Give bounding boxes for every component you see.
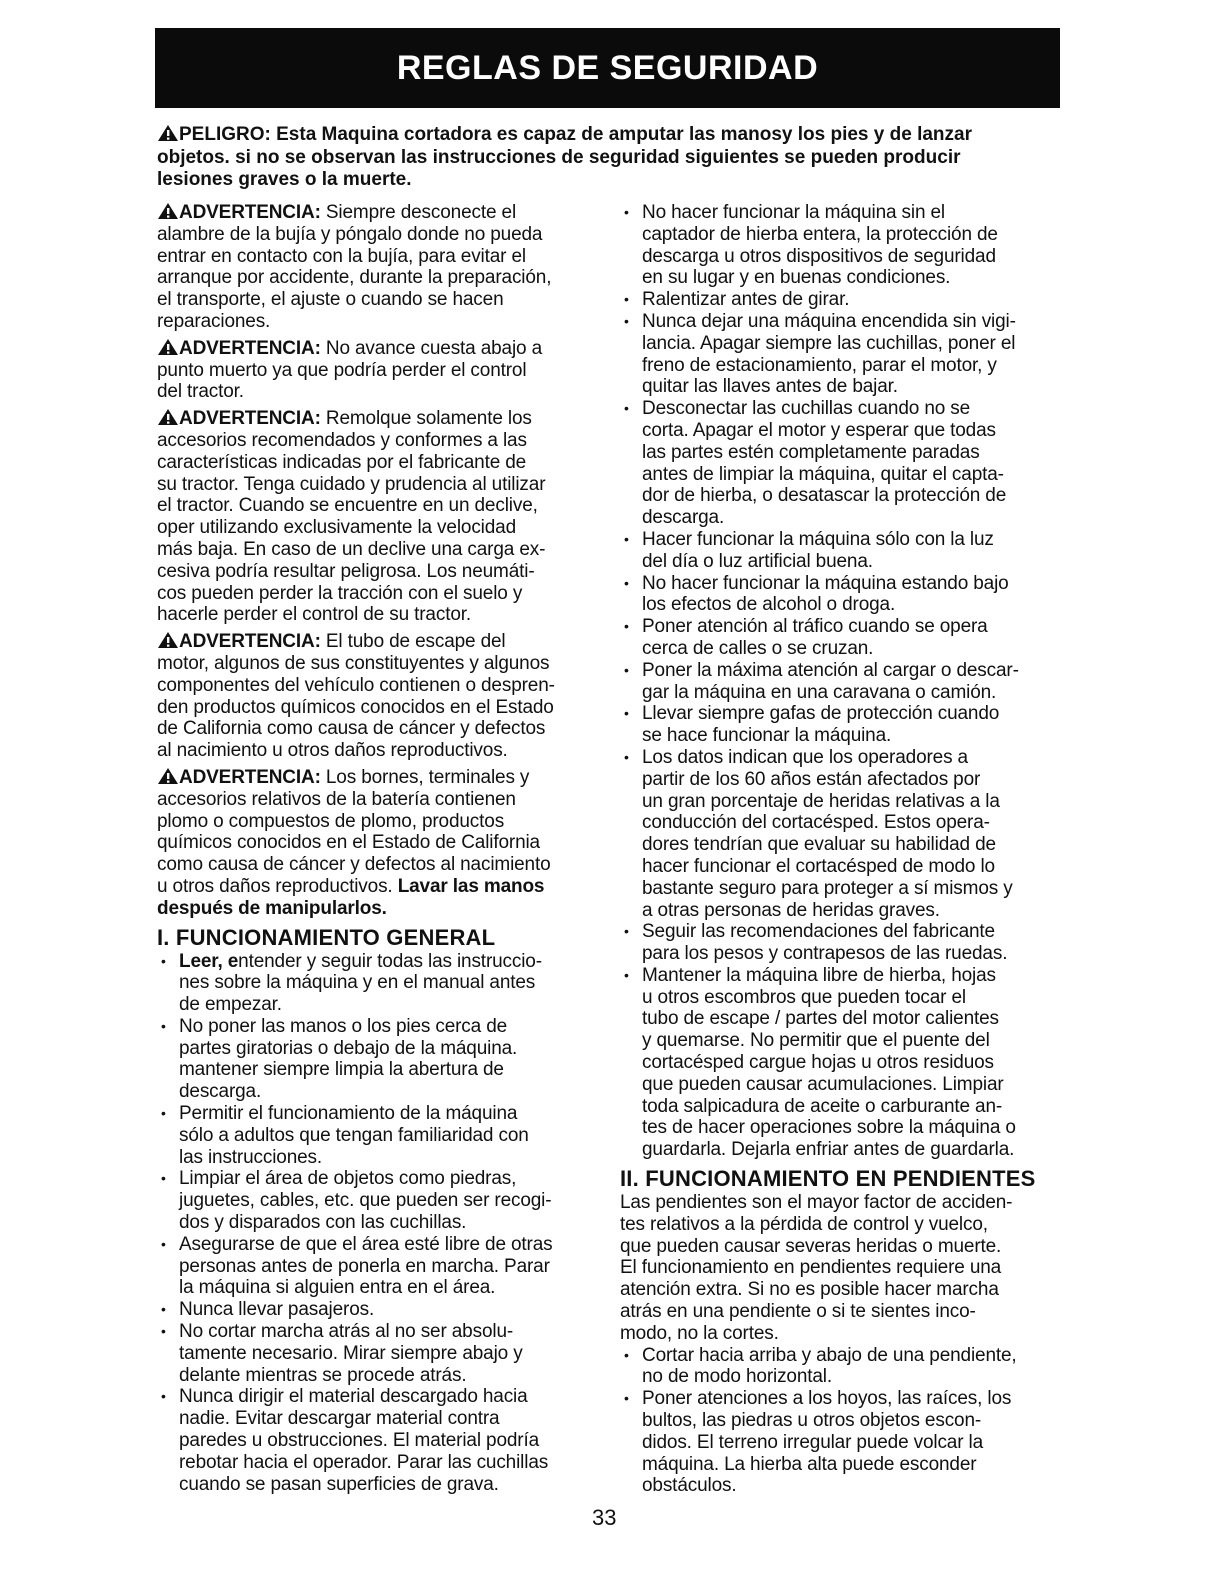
list-item: • Los datos indican que los operadores a partir de los 60 años están afectados por un gran porcentaje de heridas relativas a la conducción del cortacésped. Estos opera- dores tendrían que evaluar su habilidad de hacer funcionar el cortacésped de modo lo bastante seguro para proteger a sí mismos y a otras personas de heridas graves. [620,747,1070,921]
section-heading-slopes: II. FUNCIONAMIENTO EN PENDIENTES [620,1166,1036,1192]
warning-label: ADVERTENCIA: [179,202,321,223]
danger-label: PELIGRO: [179,124,271,145]
list-item [157,951,607,1016]
right-column [620,202,1070,1497]
list-item: • Asegurarse de que el área esté libre de otras personas antes de ponerla en marcha. Parar la máquina si alguien entra en el área. [157,1234,607,1299]
list-item: • Ralentizar antes de girar. [620,289,1070,311]
list-item: • Seguir las recomendaciones del fabricante para los pesos y contrapesos de las ruedas. [620,921,1070,965]
list-item: • Poner la máxima atención al cargar o descar- gar la máquina en una caravana o camión. [620,660,1070,704]
warning-label: ADVERTENCIA: [179,766,321,788]
list-item: • Hacer funcionar la máquina sólo con la luz del día o luz artificial buena. [620,529,1070,573]
page-title: REGLAS DE SEGURIDAD [396,48,819,87]
list-item: • Desconectar las cuchillas cuando no se corta. Apagar el motor y esperar que todas las partes estén completamente paradas antes de limpiar la máquina, quitar el capta- dor de hierba, o desatascar la protección de descarga. [620,398,1070,529]
warning-triangle-icon [157,767,179,785]
warning-label: ADVERTENCIA: [179,337,321,359]
left-column [157,202,607,1495]
warning-triangle-icon [157,338,179,356]
list-item: • Permitir el funcionamiento de la máquina sólo a adultos que tengan familiaridad con las instrucciones. [157,1103,607,1168]
page-number: 33 [592,1505,617,1530]
warning-text: No avance cuesta abajo a punto muerto ya que podría perder el control del tractor. [157,337,543,403]
danger-text: Esta Maquina cortadora es capaz de amputar las manosy los pies y de lanzar objetos. si no se observan las instrucciones de seguridad siguientes se pueden producir lesiones graves o la muerte. [157,124,972,190]
title-banner [155,28,1060,108]
list-item: • No hacer funcionar la máquina estando bajo los efectos de alcohol o droga. [620,573,1070,617]
section-heading-general: I. FUNCIONAMIENTO GENERAL [157,924,496,950]
slopes-intro: Las pendientes son el mayor factor de acciden- tes relativos a la pérdida de control y vuelco, que pueden causar severas heridas o muerte. El funcionamiento en pendientes requiere una atención extra. Si no es posible hacer marcha atrás en una pendiente o si te sientes inco- modo, no la cortes. [620,1192,1013,1344]
warning-text: Siempre desconecte el alambre de la bujía y póngalo donde no pueda entrar en contacto con la bujía, para evitar el arranque por accidente, durante la preparación, el transporte, el ajuste o cuando se hacen reparaciones. [157,202,552,332]
warning-triangle-icon [157,202,179,220]
warning-notice [157,631,607,762]
list-item: • Nunca dejar una máquina encendida sin vigi- lancia. Apagar siempre las cuchillas, poner el freno de estacionamiento, parar el motor, y quitar las llaves antes de bajar. [620,311,1070,398]
warning-notice [157,338,607,403]
list-item: • Mantener la máquina libre de hierba, hojas u otros escombros que pueden tocar el tubo de escape / partes del motor calientes y quemarse. No permitir que el puente del cortacésped cargue hojas u otros residuos que pueden causar acumulaciones. Limpiar toda salpicadura de aceite o carburante an- tes de hacer operaciones sobre la máquina o guardarla. Dejarla enfriar antes de guardarla. [620,965,1070,1161]
warning-triangle-icon [157,631,179,649]
list-item: • No hacer funcionar la máquina sin el captador de hierba entera, la protección de descarga u otros dispositivos de seguridad en su lugar y en buenas condiciones. [620,202,1070,289]
warning-label: ADVERTENCIA: [179,631,321,653]
list-item: • Poner atención al tráfico cuando se opera cerca de calles o se cruzan. [620,616,1070,660]
list-item-text: ntender y seguir todas las instruccio- nes sobre la máquina y en el manual antes de empezar. [179,950,542,1016]
warning-bold-tail: Lavar las manos después de manipularlos. [157,875,545,919]
warning-notice [157,202,607,333]
list-item: • Llevar siempre gafas de protección cuando se hace funcionar la máquina. [620,703,1070,747]
list-item: • No cortar marcha atrás al no ser absolu- tamente necesario. Mirar siempre abajo y delante mientras se procede atrás. [157,1321,607,1386]
warning-text: Los bornes, terminales y accesorios relativos de la batería contienen plomo o compuestos de plomo, productos químicos conocidos en el Estado de California como causa de cáncer y defectos al nacimiento u otros daños reproductivos. [157,766,551,897]
warning-triangle-icon [157,124,179,142]
warning-notice [157,767,607,920]
danger-notice [157,124,1062,192]
list-item: • No poner las manos o los pies cerca de partes giratorias o debajo de la máquina. mantener siempre limpia la abertura de descarga. [157,1016,607,1103]
list-item: • Limpiar el área de objetos como piedras, juguetes, cables, etc. que pueden ser recogi- dos y disparados con las cuchillas. [157,1168,607,1233]
warning-text: Remolque solamente los accesorios recomendados y conformes a las características indicadas por el fabricante de su tractor. Tenga cuidado y prudencia al utilizar el tractor. Cuando se encuentre en un declive, oper utilizando exclusivamente la velocidad más baja. En caso de un declive una carga ex- cesiva podría resultar peligrosa. Los neumáti- cos pueden perder la tracción con el suelo y hacerle perder el control de su tractor. [157,408,546,626]
warning-notice [157,408,607,626]
warning-text: El tubo de escape del motor, algunos de sus constituyentes y algunos componentes del vehículo contienen o despren- den productos químicos conocidos en el Estado de California como causa de cáncer y defectos al nacimiento u otros daños reproductivos. [157,631,555,762]
list-item: • Poner atenciones a los hoyos, las raíces, los bultos, las piedras u otros objetos escon- didos. El terreno irregular puede volcar la máquina. La hierba alta puede esconder obstáculos. [620,1388,1070,1497]
list-item: • Nunca dirigir el material descargado hacia nadie. Evitar descargar material contra paredes u obstrucciones. El material podría rebotar hacia el operador. Parar las cuchillas cuando se pasan superficies de grava. [157,1386,607,1495]
warning-triangle-icon [157,408,179,426]
warning-label: ADVERTENCIA: [179,408,321,430]
list-item: • Nunca llevar pasajeros. [157,1299,607,1321]
bold-lead: Leer, e [179,950,239,972]
list-item: • Cortar hacia arriba y abajo de una pendiente, no de modo horizontal. [620,1345,1070,1389]
